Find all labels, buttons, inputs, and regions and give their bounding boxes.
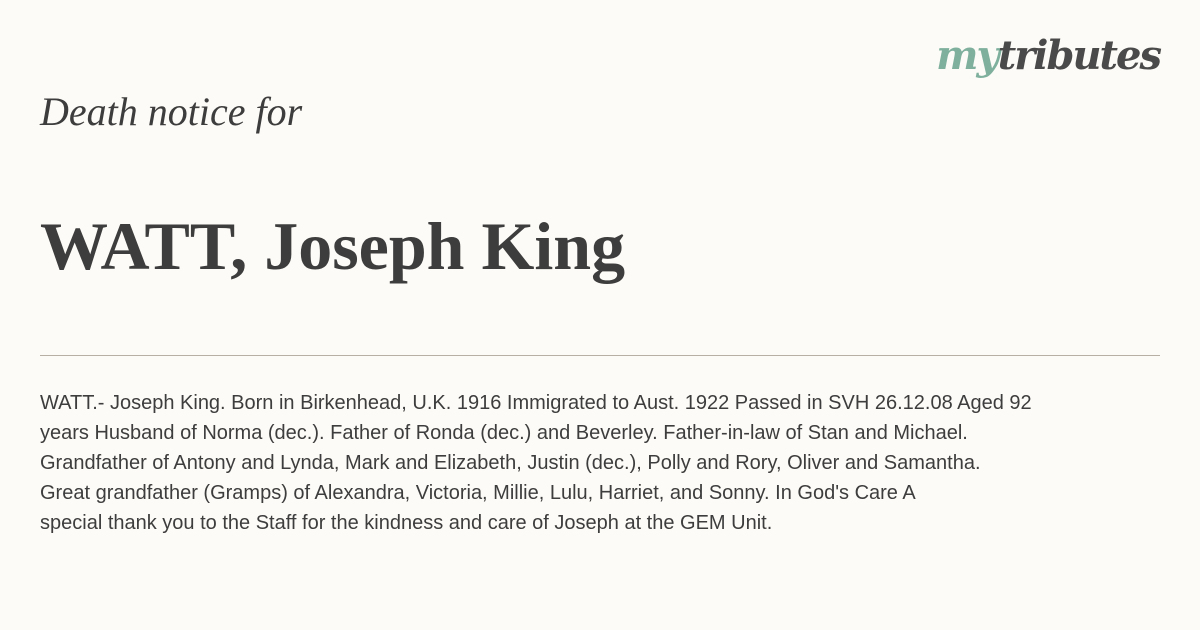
- deceased-name: WATT, Joseph King: [40, 208, 626, 284]
- notice-text: WATT.- Joseph King. Born in Birkenhead, U.K. 1916 Immigrated to Aust. 1922 Passed in SVH 26.12.08 Aged 92 years Husband of Norma (dec.). Father of Ronda (dec.) and Beverley. Father-in-law of Stan and Michael. Grandfather of Antony and Lynda, Mark and Elizabeth, Justin (dec.), Polly and Rory, Oliver and Samantha. Great grandfather (Gramps) of Alexandra, Victoria, Millie, Lulu, Harriet, and Sonny. In God's Care A special thank you to the Staff for the kindness and care of Joseph at the GEM Unit.: [40, 392, 1032, 534]
- divider: [40, 355, 1160, 356]
- mytributes-logo: [936, 32, 1160, 79]
- logo-my: my: [936, 32, 998, 79]
- logo-tributes: tributes: [997, 32, 1160, 79]
- death-notice-label: Death notice for: [40, 89, 303, 134]
